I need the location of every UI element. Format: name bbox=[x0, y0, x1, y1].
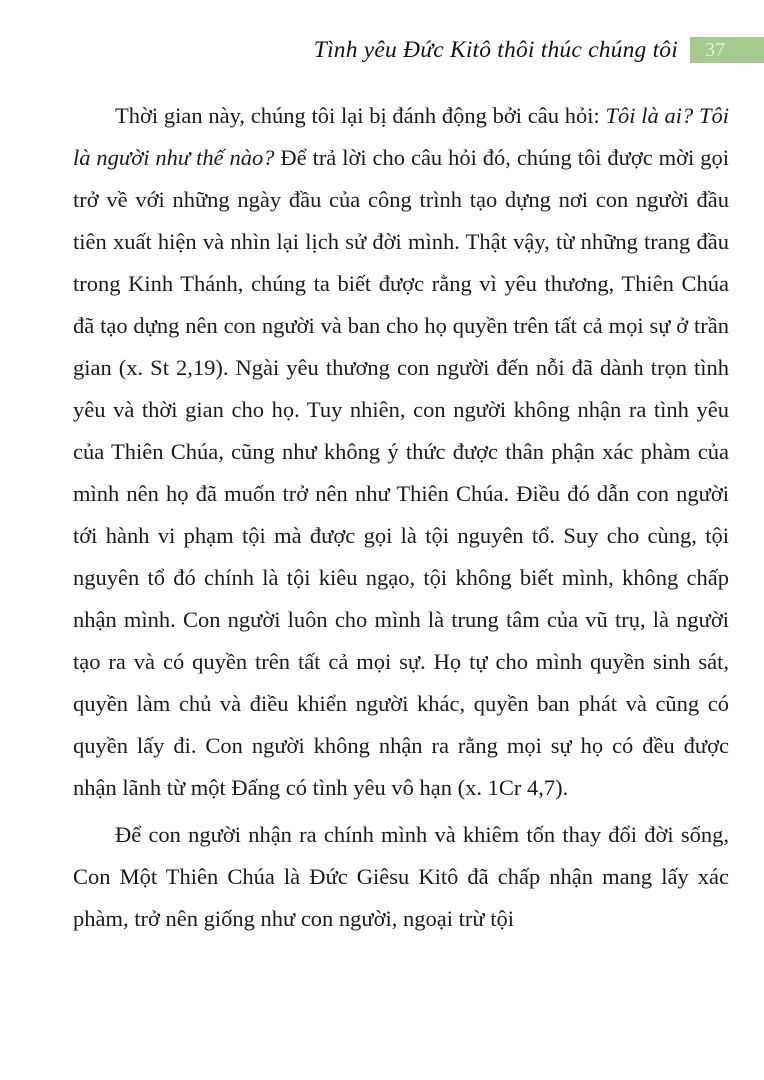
running-header-title: Tình yêu Đức Kitô thôi thúc chúng tôi bbox=[313, 36, 678, 63]
paragraph-1-italic-question: Tôi là ai? Tôi là người như thế nào? bbox=[73, 103, 729, 170]
paragraph-2: Để con người nhận ra chính mình và khiêm tốn thay đổi đời sống, Con Một Thiên Chúa là Đức Giêsu Kitô đã chấp nhận mang lấy xác phàm, trở nên giống như con người, ngoại trừ tội bbox=[73, 822, 729, 931]
page-body bbox=[73, 95, 729, 940]
page-number-badge bbox=[690, 37, 764, 63]
paragraph-1-lead: Thời gian này, chúng tôi lại bị đánh động bởi câu hỏi: bbox=[115, 103, 606, 128]
page-number: 37 bbox=[705, 39, 725, 61]
paragraph-1 bbox=[73, 95, 729, 809]
running-header bbox=[73, 37, 764, 63]
paragraph-1-rest: Để trả lời cho câu hỏi đó, chúng tôi được mời gọi trở về với những ngày đầu của công trình tạo dựng nơi con người đầu tiên xuất hiện và nhìn lại lịch sử đời mình. Thật vậy, từ những trang đầu trong Kinh Thánh, chúng ta biết được rằng vì yêu thương, Thiên Chúa đã tạo dựng nên con người và ban cho họ quyền trên tất cả mọi sự ở trần gian (x. St 2,19). Ngài yêu thương con người đến nỗi đã dành trọn tình yêu và thời gian cho họ. Tuy nhiên, con người không nhận ra tình yêu của Thiên Chúa, cũng như không ý thức được thân phận xác phàm của mình nên họ đã muốn trở nên như Thiên Chúa. Điều đó dẫn con người tới hành vi phạm tội mà được gọi là tội nguyên tổ. Suy cho cùng, tội nguyên tổ đó chính là tội kiêu ngạo, tội không biết mình, không chấp nhận mình. Con người luôn cho mình là trung tâm của vũ trụ, là người tạo ra và có quyền trên tất cả mọi sự. Họ tự cho mình quyền sinh sát, quyền làm chủ và điều khiển người khác, quyền ban phát và cũng có quyền lấy đi. Con người không nhận ra rằng mọi sự họ có đều được nhận lãnh từ một Đấng có tình yêu vô hạn (x. 1Cr 4,7). bbox=[73, 145, 729, 800]
